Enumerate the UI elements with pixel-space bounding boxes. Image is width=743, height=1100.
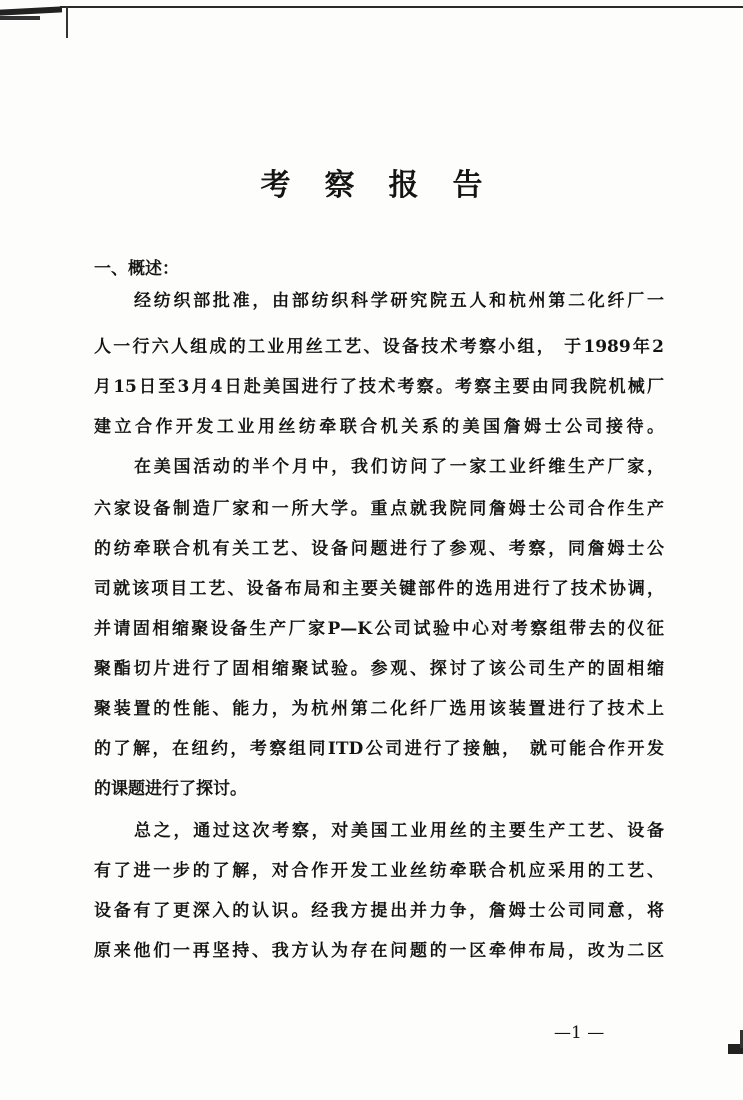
text-line-14: 总之，通过这次考察，对美国工业用丝的主要生产工艺、设备 [134, 821, 664, 841]
text-line-9: 并请固相缩聚设备生产厂家P—K公司试验中心对考察组带去的仪征 [94, 619, 664, 639]
text-line-3: 月15日至3月4日赴美国进行了技术考察。考察主要由同我院机械厂 [94, 377, 664, 397]
section-heading: 一、概述： [94, 259, 179, 279]
text-line-15: 有了进一步的了解，对合作开发工业丝纺牵联合机应采用的工艺、 [94, 861, 664, 881]
page-number: —1 — [554, 1023, 605, 1043]
document-title: 考察报告 [260, 168, 517, 203]
text-line-8: 司就该项目工艺、设备布局和主要关键部件的选用进行了技术协调， [94, 579, 664, 599]
text-line-5: 在美国活动的半个月中，我们访问了一家工业纤维生产厂家， [134, 457, 664, 477]
text-line-2: 人一行六人组成的工业用丝工艺、设备技术考察小组， 于1989年2 [94, 337, 664, 357]
scan-mark-vertical [66, 6, 68, 38]
text-line-1: 经纺织部批准，由部纺织科学研究院五人和杭州第二化纤厂一 [134, 291, 664, 311]
scan-edge-top [60, 6, 743, 8]
text-line-4: 建立合作开发工业用丝纺牵联合机关系的美国詹姆士公司接待。 [94, 417, 664, 437]
text-line-7: 的纺牵联合机有关工艺、设备问题进行了参观、考察，同詹姆士公 [94, 539, 664, 559]
text-line-13: 的课题进行了探讨。 [94, 779, 247, 799]
scan-mark-top-left [0, 6, 62, 15]
text-line-17: 原来他们一再坚持、我方认为存在问题的一区牵伸布局，改为二区 [94, 941, 664, 961]
text-line-10: 聚酯切片进行了固相缩聚试验。参观、探讨了该公司生产的固相缩 [94, 659, 664, 679]
text-line-12: 的了解，在纽约，考察组同ITD公司进行了接触， 就可能合作开发 [94, 739, 664, 759]
scan-mark-top-left-2 [0, 16, 40, 20]
text-line-6: 六家设备制造厂家和一所大学。重点就我院同詹姆士公司合作生产 [94, 499, 664, 519]
text-line-16: 设备有了更深入的认识。经我方提出并力争，詹姆士公司同意，将 [94, 901, 664, 921]
text-line-11: 聚装置的性能、能力，为杭州第二化纤厂选用该装置进行了技术上 [94, 699, 664, 719]
